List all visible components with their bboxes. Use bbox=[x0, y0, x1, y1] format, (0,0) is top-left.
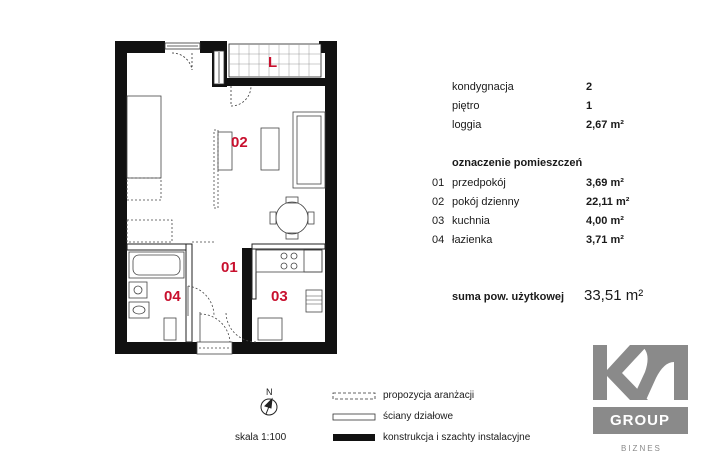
room-list-no: 01 bbox=[432, 177, 445, 189]
scale-label: skala 1:100 bbox=[235, 432, 287, 443]
total-area-value: 33,51 m² bbox=[584, 287, 644, 304]
info-value-kondygnacja: 2 bbox=[586, 81, 593, 93]
room-list-no: 04 bbox=[432, 234, 445, 246]
room-list-name: łazienka bbox=[452, 234, 493, 246]
room-list-name: przedpokój bbox=[452, 177, 506, 189]
room-number-03: 03 bbox=[271, 288, 288, 305]
logo-group-text: GROUP bbox=[610, 412, 671, 429]
legend-partitions: ściany działowe bbox=[383, 411, 454, 422]
legend-proposal: propozycja aranżacji bbox=[383, 390, 475, 401]
structural-walls bbox=[115, 41, 337, 354]
info-label-kondygnacja: kondygnacja bbox=[452, 81, 514, 93]
compass-north-label: N bbox=[266, 387, 273, 397]
total-area-label: suma pow. użytkowej bbox=[452, 291, 565, 303]
room-list-no: 03 bbox=[432, 215, 445, 227]
room-list-no: 02 bbox=[432, 196, 445, 208]
furniture bbox=[127, 96, 325, 354]
info-label-pietro: piętro bbox=[452, 100, 480, 112]
room-list-area: 4,00 m² bbox=[586, 215, 624, 227]
info-value-pietro: 1 bbox=[586, 100, 593, 112]
room-list-area: 3,71 m² bbox=[586, 234, 624, 246]
legend-swatches bbox=[333, 393, 375, 441]
room-number-01: 01 bbox=[221, 259, 238, 276]
info-value-loggia: 2,67 m² bbox=[586, 119, 624, 131]
room-list-name: kuchnia bbox=[452, 215, 490, 227]
rooms-header: oznaczenie pomieszczeń bbox=[452, 157, 583, 169]
room-number-loggia: L bbox=[268, 54, 278, 71]
room-list-name: pokój dzienny bbox=[452, 196, 520, 208]
info-label-loggia: loggia bbox=[452, 119, 482, 131]
logo-biznes-text: BIZNES bbox=[621, 444, 662, 453]
room-list-area: 22,11 m² bbox=[586, 196, 630, 208]
compass-icon bbox=[261, 399, 277, 415]
legend-structure: konstrukcja i szachty instalacyjne bbox=[383, 432, 531, 443]
room-number-04: 04 bbox=[164, 288, 181, 305]
door-loggia bbox=[231, 86, 251, 106]
room-number-02: 02 bbox=[231, 134, 248, 151]
room-list-area: 3,69 m² bbox=[586, 177, 624, 189]
